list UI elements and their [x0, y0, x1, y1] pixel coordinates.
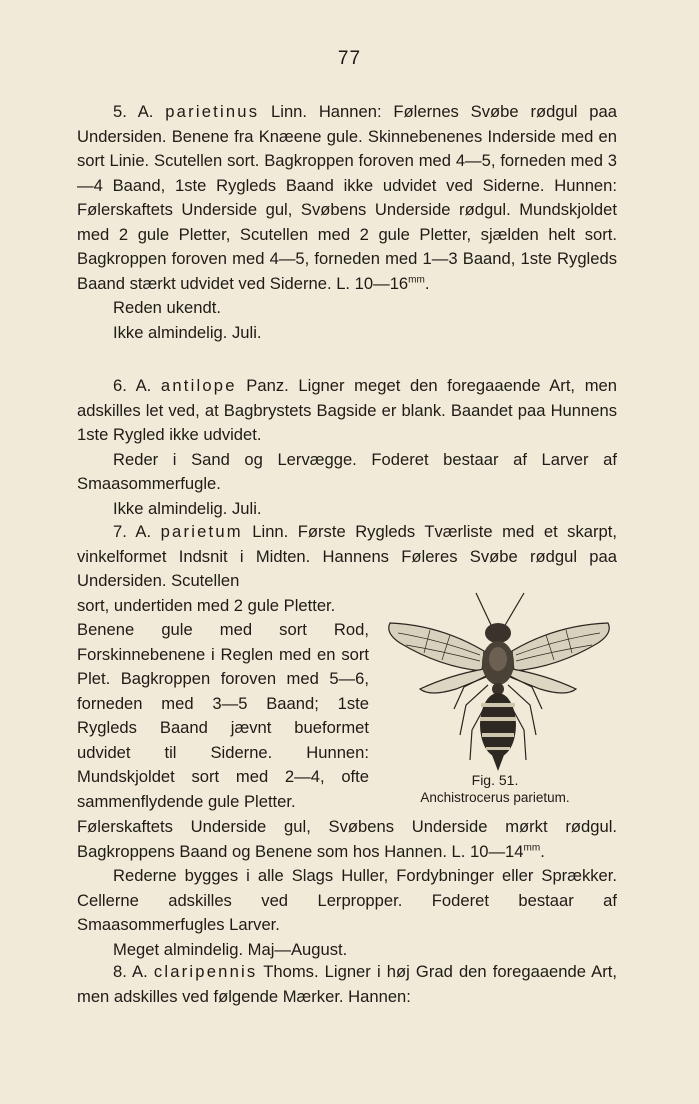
entry-6 [77, 374, 617, 521]
entry-5-number: 5. A. [113, 102, 154, 121]
head [485, 623, 511, 643]
entry-7-body-narrow-1: sort, undertiden med 2 gule Pletter. [77, 595, 336, 615]
entry-7-body-full: Linn. Første Rygleds Tværliste med et skarpt, vinkelformet Indsnit i Midten. Hannens Føleres Svøbe rødgul paa Undersiden. Scutellen [77, 522, 617, 590]
entry-8-body: Thoms. Ligner i høj Grad den foregaaende Art, men adskilles ved følgende Mærker. Hannen: [77, 962, 617, 1006]
entry-8-number: 8. A. [113, 962, 148, 981]
left-forewing [389, 623, 484, 671]
entry-6-description [77, 374, 617, 448]
entry-7-number: 7. A. [113, 522, 152, 541]
wasp-figure [380, 585, 620, 800]
entry-6-number: 6. A. [113, 376, 152, 395]
entry-5-unit: mm [408, 273, 425, 285]
entry-6-species: antilope [160, 376, 237, 395]
right-antenna [504, 593, 524, 627]
entry-6-nest: Reder i Sand og Lervægge. Foderet bestaar af Larver af Smaasommerfugle. [77, 449, 617, 493]
entry-7-narrow-column [77, 594, 369, 815]
entry-7-rest-text: Følerskaftets Underside gul, Svøbens Underside mørkt rødgul. Bagkroppens Baand og Benene som hos Hannen. L. 10—14 [77, 817, 617, 861]
right-forewing [512, 623, 609, 671]
entry-6-body: Panz. Ligner meget den foregaaende Art, men adskilles let ved, at Bagbrystets Bagside er blank. Baandet paa Hunnens 1ste Rygled ikke udvidet. [77, 376, 617, 444]
page-number: 77 [337, 48, 362, 69]
entry-5-frequency: Ikke almindelig. Juli. [113, 322, 262, 342]
entry-7-description [77, 520, 617, 594]
entry-7-body-rest [77, 815, 617, 864]
entry-7-species: parietum [160, 522, 243, 541]
entry-6-frequency: Ikke almindelig. Juli. [113, 498, 262, 518]
entry-5-end: . [424, 273, 430, 293]
entry-5-nest: Reden ukendt. [113, 298, 221, 317]
entry-5 [77, 100, 617, 345]
figure-caption: Anchistrocerus parietum. [420, 790, 570, 805]
entry-8-species: claripennis [153, 962, 258, 981]
entry-7-body-narrow-2: Benene gule med sort Rod, Forskinnebenene i Reglen med en sort Plet. Bagkroppen foroven med 5—6, forneden med 3—5 Baand; 1ste Rygleds Baand jævnt bueformet udvidet til Siderne. Hunnen: Mundskjoldet sort med 2—4, ofte sammenflydende gule Pletter. [77, 620, 369, 811]
entry-5-species: parietinus [165, 102, 260, 121]
left-antenna [476, 593, 492, 627]
entry-7-continued [77, 815, 617, 962]
entry-5-body: Linn. Hannen: Følernes Svøbe rødgul paa Undersiden. Benene fra Knæene gule. Skinnebenenes Inderside med en sort Linie. Scutellen sort. Bagkroppen foroven med 4—5, forneden med 3—4 Baand, 1ste Rygleds Baand ikke udvidet ved Siderne. Hunnen: Følerskaftets Underside gul, Svøbens Underside rødgul. Mundskjoldet med 2 gule Pletter, Scutellen med 2 gule Pletter, sjælden helt sort. Bagkroppen foroven med 4—5, forneden med 1—3 Baand, 1ste Rygleds Baand stærkt udvidet ved Siderne. L. 10—16 [77, 102, 617, 293]
entry-8 [77, 960, 617, 1009]
entry-7-unit: mm [523, 841, 541, 853]
entry-7-nest: Rederne bygges i alle Slags Huller, Fordybninger eller Sprækker. Cellerne adskilles ved Lerpropper. Foderet bestaar af Smaasommerfugles Larver. [77, 866, 617, 934]
entry-7-end: . [540, 841, 545, 861]
entry-8-description [77, 960, 617, 1009]
figure-label: Fig. 51. [471, 772, 519, 788]
entry-7-frequency: Meget almindelig. Maj—August. [113, 939, 348, 959]
abdomen-tip [492, 755, 504, 771]
entry-5-description [77, 100, 617, 296]
